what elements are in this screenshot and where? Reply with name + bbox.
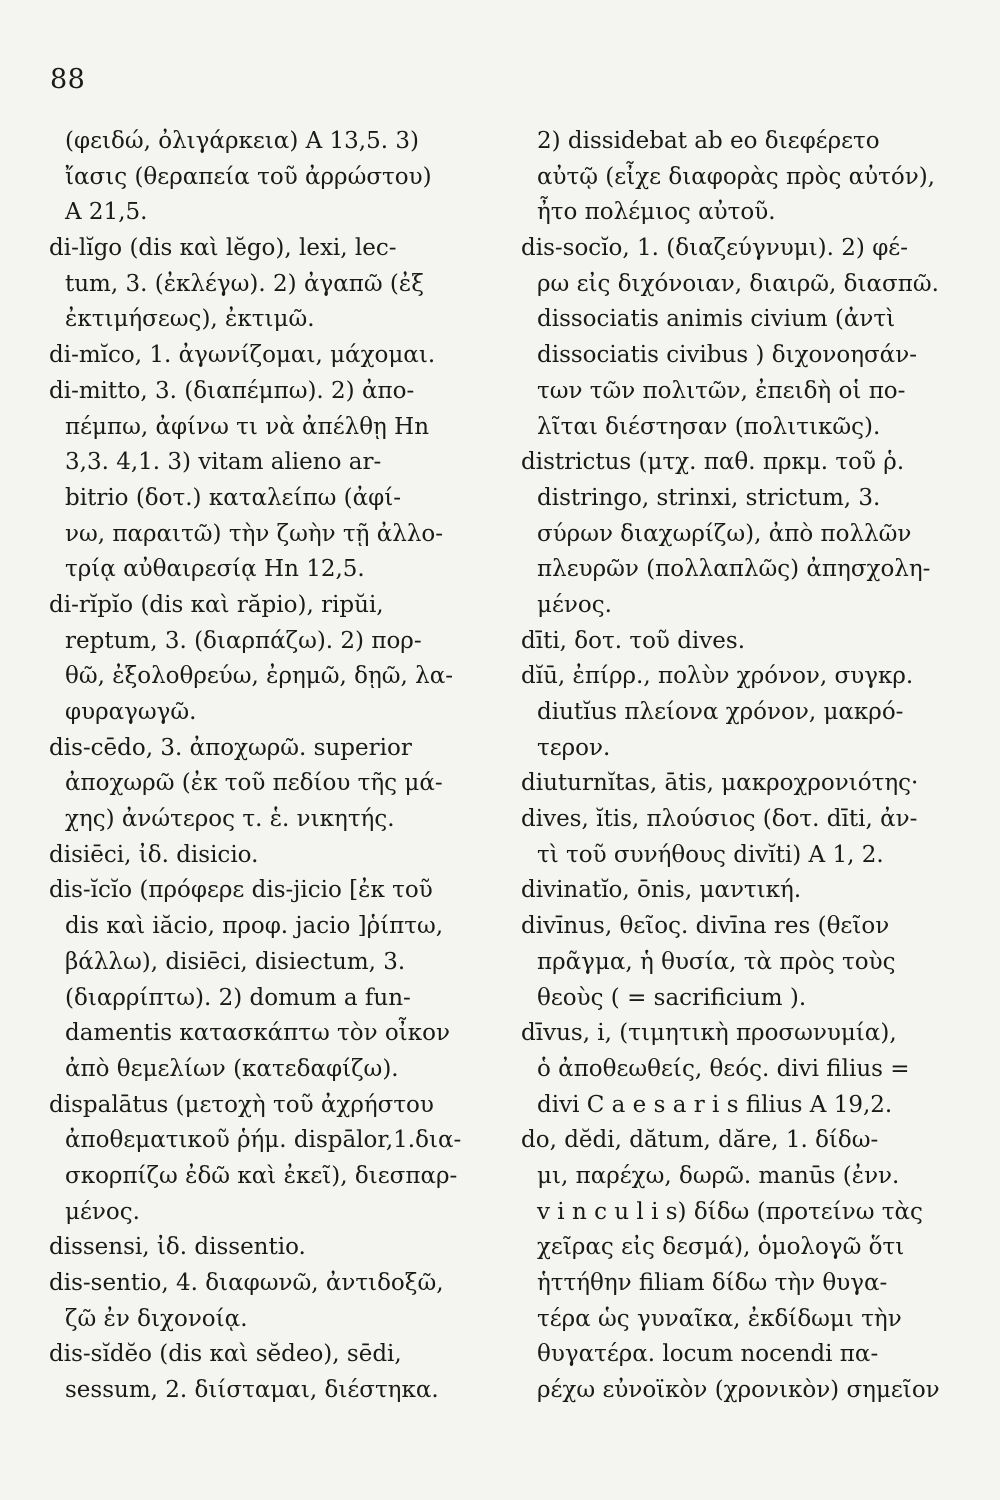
- right-column-line: diuturnĭtas, ātis, μακροχρονιότης·: [521, 770, 919, 797]
- left-column-line: τρίᾳ αὐθαιρεσίᾳ Hn 12,5.: [65, 556, 365, 583]
- left-column-line: dis-ĭcĭo (πρόφερε dis-jicio [ἐκ τοῦ: [49, 877, 433, 904]
- left-column-line: μένος.: [65, 1198, 140, 1225]
- right-column-line: dīti, δοτ. τοῦ dives.: [521, 627, 746, 654]
- left-column-line: πέμπω, ἀφίνω τι νὰ ἀπέλθῃ Hn: [65, 413, 430, 440]
- right-column-line: αὐτῷ (εἶχε διαφορὰς πρὸς αὐτόν),: [537, 163, 935, 190]
- right-column-line: ρω εἰς διχόνοιαν, διαιρῶ, διασπῶ.: [537, 270, 939, 297]
- right-column-line: των τῶν πολιτῶν, ἐπειδὴ οἱ πο-: [537, 377, 906, 404]
- right-column-line: do, dĕdi, dătum, dăre, 1. δίδω-: [521, 1127, 879, 1154]
- right-column-line: dīvus, i, (τιμητικὴ προσωνυμία),: [521, 1020, 897, 1047]
- right-column-line: v i n c u l i s) δίδω (προτείνω τὰς: [537, 1198, 923, 1225]
- left-column-line: βάλλω), disiēci, disiectum, 3.: [65, 948, 406, 975]
- left-column-line: damentis κατασκάπτω τὸν οἶκον: [65, 1020, 450, 1047]
- right-column-line: ἡττήθην filiam δίδω τὴν θυγα-: [537, 1270, 888, 1296]
- left-column-line: ἀπὸ θεμελίων (κατεδαφίζω).: [65, 1055, 399, 1082]
- left-column-line: tum, 3. (ἐκλέγω). 2) ἀγαπῶ (ἐξ: [65, 270, 424, 297]
- left-column-line: 3,3. 4,1. 3) vitam alieno ar-: [65, 449, 382, 476]
- left-column-line: dis-sentio, 4. διαφωνῶ, ἀντιδοξῶ,: [49, 1270, 444, 1296]
- left-column-line: θῶ, ἐξολοθρεύω, ἐρημῶ, δῃῶ, λα-: [65, 663, 454, 690]
- left-column-line: dis-sĭdĕo (dis καὶ sĕdeo), sēdi,: [49, 1341, 402, 1368]
- left-column-line: ἐκτιμήσεως), ἐκτιμῶ.: [65, 306, 315, 333]
- right-column-line: πλευρῶν (πολλαπλῶς) ἀπησχολη-: [537, 556, 931, 583]
- left-column-line: disiēci, ἰδ. disicio.: [49, 841, 259, 868]
- right-column-line: τὶ τοῦ συνήθους divĭti) A 1, 2.: [537, 841, 884, 868]
- left-column-line: sessum, 2. διίσταμαι, διέστηκα.: [65, 1377, 439, 1404]
- left-column-line: dis καὶ iăcio, προφ. jacio ]ῥίπτω,: [65, 913, 444, 940]
- left-column-line: di-mitto, 3. (διαπέμπω). 2) ἀπο-: [49, 377, 415, 404]
- left-column-line: (διαρρίπτω). 2) domum a fun-: [65, 984, 411, 1011]
- left-column-line: (φειδώ, ὀλιγάρκεια) A 13,5. 3): [65, 128, 419, 154]
- left-column-line: A 21,5.: [65, 199, 148, 226]
- left-column-line: νω, παραιτῶ) τὴν ζωὴν τῇ ἀλλο-: [65, 520, 444, 547]
- left-column-line: reptum, 3. (διαρπάζω). 2) πορ-: [65, 627, 422, 654]
- left-column-line: dis-cēdo, 3. ἀποχωρῶ. superior: [49, 734, 412, 761]
- right-column-line: divi C a e s a r i s filius A 19,2.: [537, 1091, 893, 1118]
- right-column: [521, 124, 961, 1409]
- right-column-line: ἦτο πολέμιος αὐτοῦ.: [537, 199, 776, 226]
- right-column-line: districtus (μτχ. παθ. πρκμ. τοῦ ῥ.: [521, 449, 905, 476]
- left-column-line: di-lĭgo (dis καὶ lĕgo), lexi, lec-: [49, 235, 397, 262]
- right-column-line: πρᾶγμα, ἡ θυσία, τὰ πρὸς τοὺς: [537, 948, 896, 975]
- right-column-line: divinatĭo, ōnis, μαντική.: [521, 877, 802, 904]
- right-column-line: χεῖρας εἰς δεσμά), ὁμολογῶ ὅτι: [537, 1234, 905, 1261]
- left-column-line: di-mĭco, 1. ἀγωνίζομαι, μάχομαι.: [49, 342, 436, 369]
- left-column-line: ἀποχωρῶ (ἐκ τοῦ πεδίου τῆς μά-: [65, 770, 443, 797]
- right-column-line: dives, ĭtis, πλούσιος (δοτ. dīti, ἀν-: [521, 806, 918, 833]
- right-column-line: dis-socĭo, 1. (διαζεύγνυμι). 2) φέ-: [521, 235, 908, 262]
- right-column-line: τέρα ὡς γυναῖκα, ἐκδίδωμι τὴν: [537, 1305, 902, 1332]
- left-column-line: dispalātus (μετοχὴ τοῦ ἀχρήστου: [49, 1091, 434, 1118]
- right-column-line: μένος.: [537, 591, 612, 618]
- right-column-line: θυγατέρα. locum nocendi πα-: [537, 1341, 879, 1368]
- right-column-line: dĭū, ἐπίρρ., πολὺν χρόνον, συγκρ.: [521, 663, 914, 690]
- right-column-line: ὁ ἀποθεωθείς, θεός. divi filius =: [537, 1055, 910, 1082]
- left-column-line: di-rĭpĭo (dis καὶ răpio), ripŭi,: [49, 591, 384, 618]
- left-column-line: dissensi, ἰδ. dissentio.: [49, 1234, 306, 1261]
- left-column-line: ζῶ ἐν διχονοίᾳ.: [65, 1305, 248, 1332]
- right-column-line: dissociatis civibus ) διχονοησάν-: [537, 342, 917, 369]
- right-column-line: λῖται διέστησαν (πολιτικῶς).: [537, 413, 881, 440]
- right-column-line: divīnus, θεῖος. divīna res (θεῖον: [521, 913, 890, 940]
- left-column-line: σκορπίζω ἐδῶ καὶ ἐκεῖ), διεσπαρ-: [65, 1162, 458, 1189]
- right-column-line: dissociatis animis civium (ἀντὶ: [537, 306, 896, 333]
- left-column-line: χης) ἀνώτερος τ. ἑ. νικητής.: [65, 806, 395, 833]
- left-column-line: ἀποθεματικοῦ ῥήμ. dispālor,1.δια-: [65, 1127, 462, 1154]
- left-column-line: ἴασις (θεραπεία τοῦ ἀρρώστου): [65, 163, 432, 190]
- right-column-line: μι, παρέχω, δωρῶ. manūs (ἐνν.: [537, 1162, 900, 1189]
- left-column-line: bitrio (δοτ.) καταλείπω (ἀφί-: [65, 484, 402, 511]
- right-column-line: σύρων διαχωρίζω), ἀπὸ πολλῶν: [537, 520, 912, 547]
- right-column-line: diutĭus πλείονα χρόνον, μακρό-: [537, 699, 904, 725]
- right-column-line: distringo, strinxi, strictum, 3.: [537, 484, 881, 511]
- left-column-line: φυραγωγῶ.: [65, 699, 197, 725]
- right-column-line: 2) dissidebat ab eo διεφέρετο: [537, 128, 880, 154]
- right-column-line: τερον.: [537, 734, 611, 761]
- page-number: 88: [50, 64, 86, 95]
- right-column-line: ρέχω εὐνοϊκὸν (χρονικὸν) σημεῖον: [537, 1377, 940, 1404]
- right-column-line: θεοὺς ( = sacrificium ).: [537, 984, 807, 1011]
- left-column: [49, 124, 489, 1409]
